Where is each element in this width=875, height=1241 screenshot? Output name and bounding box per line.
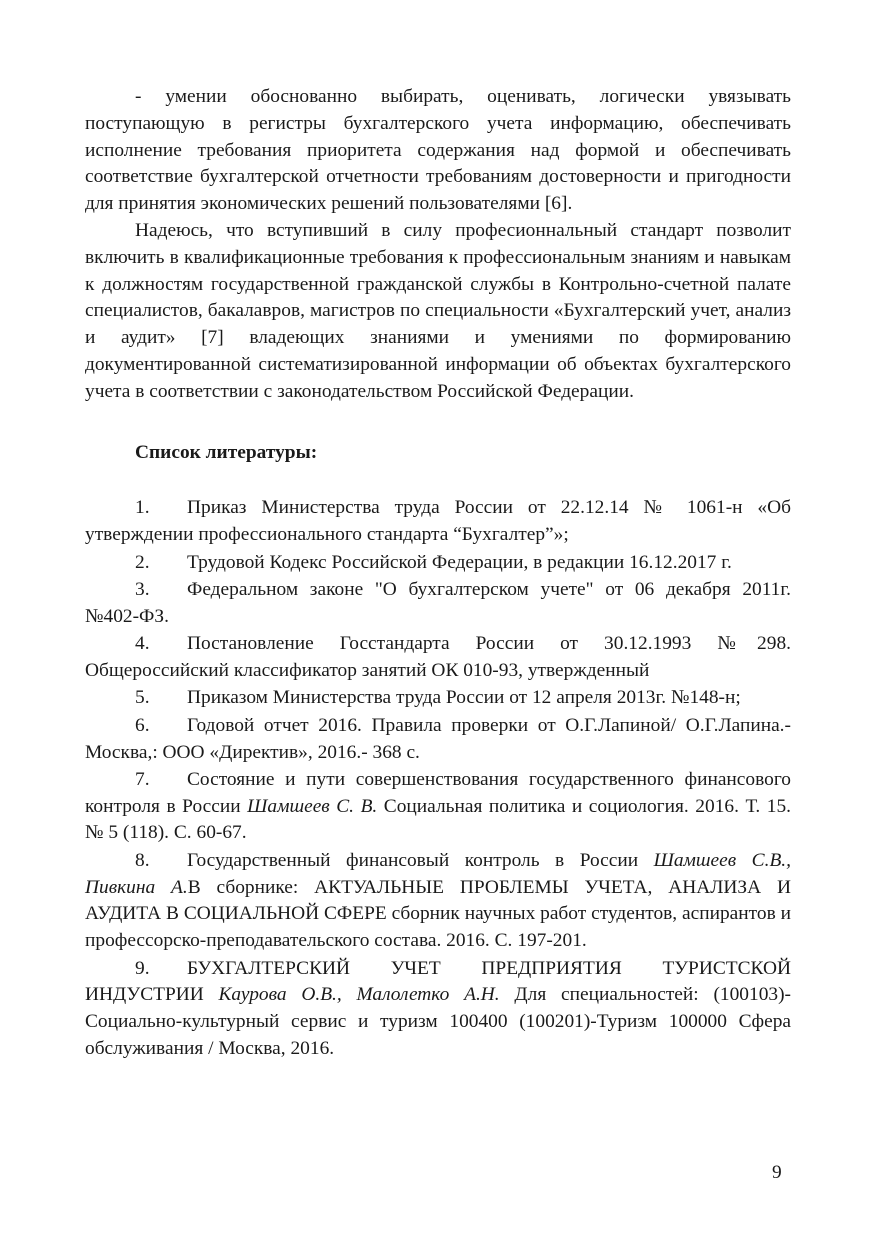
reference-text: Приказ Министерства труда России от 22.12.14 № 1061-н «Об утверждении профессионального стандарта “Бухгалтер”»; [85,497,791,546]
reference-number: 2. [135,551,150,573]
reference-number: 6. [135,714,150,736]
reference-item [85,631,791,685]
reference-item [85,956,791,1063]
reference-authors: Шамшеев С. В. [247,795,378,817]
document-page [85,84,791,1063]
reference-item [85,495,791,549]
reference-text: Состояние и пути совершенствования государственного финансового контроля в России [85,768,791,817]
reference-item [85,550,791,577]
reference-number: 9. [135,957,150,979]
reference-text: Годовой отчет 2016. Правила проверки от О.Г.Лапиной/ О.Г.Лапина.- Москва,: ООО «Директив», 2016.- 368 с. [85,714,791,763]
reference-text: Социальная политика и социология. 2016. Т. 15. № 5 (118). С. 60-67. [85,795,791,844]
reference-text: БУХГАЛТЕРСКИЙ УЧЕТ ПРЕДПРИЯТИЯ ТУРИСТСКОЙ ИНДУСТРИИ [85,957,791,1006]
reference-text: Приказом Министерства труда России от 12 апреля 2013г. №148-н; [187,687,741,709]
reference-text: Государственный финансовый контроль в России [187,849,654,871]
reference-text: В сборнике: АКТУАЛЬНЫЕ ПРОБЛЕМЫ УЧЕТА, АНАЛИЗА И АУДИТА В СОЦИАЛЬНОЙ СФЕРЕ сборник научных работ студентов, аспирантов и профессорско-преподавательского состава. 2016. С. 197-201. [85,876,791,952]
reference-item [85,713,791,767]
reference-item [85,848,791,955]
references-list [85,495,791,1062]
reference-text: Постановление Госстандарта России от 30.12.1993 №298. Общероссийский классификатор занятий ОК 010-93, утвержденный [85,633,791,681]
body-paragraph-2: Надеюсь, что вступивший в силу професионнальный стандарт позволит включить в квалификационные требования к профессиональным знаниям и навыкам к должностям государственной гражданской службы в Контрольно-счетной палате специалистов, бакалавров, магистров по специальности «Бухгалтерский учет, анализ и аудит» [7] владеющих знаниями и умениями по формированию документированной систематизированной информации об объектах бухгалтерского учета в соответствии с законодательством Российской Федерации. [85,219,791,402]
reference-item [85,577,791,631]
reference-number: 4. [135,633,150,655]
reference-number: 5. [135,687,150,709]
references-heading: Список литературы: [135,441,318,463]
body-paragraph-1: - умении обоснованно выбирать, оценивать, логически увязывать поступающую в регистры бухгалтерского учета информацию, обеспечивать исполнение требования приоритета содержания над формой и обеспечивать соответствие бухгалтерской отчетности требованиям достоверности и пригодности для принятия экономических решений пользователями [6]. [85,86,791,215]
reference-text: Федеральном законе "О бухгалтерском учете" от 06 декабря 2011г. №402-ФЗ. [85,578,791,627]
reference-number: 8. [135,849,150,871]
reference-number: 1. [135,497,150,519]
reference-text: Для специальностей: (100103)-Социально-культурный сервис и туризм 100400 (100201)-Туризм 100000 Сфера обслуживания / Москва, 2016. [85,984,791,1060]
reference-text: Трудовой Кодекс Российской Федерации, в редакции 16.12.2017 г. [187,551,732,573]
reference-number: 7. [135,768,150,790]
reference-authors: Каурова О.В., Малолетко А.Н. [218,984,500,1006]
reference-authors: Шамшеев С.В., Пивкина А. [85,849,791,898]
reference-item [85,767,791,847]
page-number: 9 [772,1162,782,1183]
reference-item [85,685,791,712]
reference-number: 3. [135,578,150,600]
